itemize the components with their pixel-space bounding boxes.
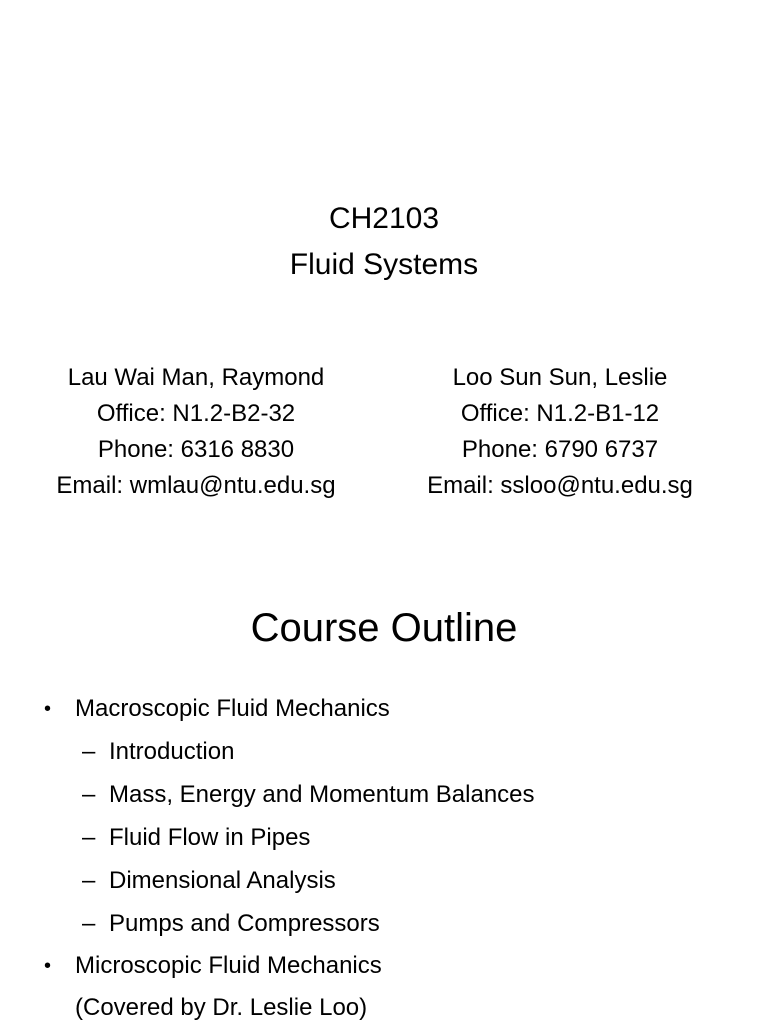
outline-subtopic bbox=[44, 902, 744, 945]
outline-subtopic bbox=[44, 773, 744, 816]
subtopic-label: Introduction bbox=[109, 738, 235, 765]
topic-label: Microscopic Fluid Mechanics bbox=[75, 952, 382, 979]
outline-subtopic bbox=[44, 816, 744, 859]
course-title: Fluid Systems bbox=[289, 248, 479, 281]
instructor-card bbox=[26, 360, 366, 504]
dash-icon: – bbox=[82, 824, 96, 851]
instructor-email: Email: ssloo@ntu.edu.sg bbox=[427, 472, 693, 499]
dash-icon: – bbox=[82, 781, 96, 808]
instructor-name: Loo Sun Sun, Leslie bbox=[452, 364, 668, 391]
instructor-email: Email: wmlau@ntu.edu.sg bbox=[56, 472, 336, 499]
section-heading: Course Outline bbox=[250, 606, 518, 650]
course-title-block bbox=[0, 196, 768, 288]
dash-icon: – bbox=[82, 867, 96, 894]
subtopic-label: Fluid Flow in Pipes bbox=[109, 824, 311, 851]
instructor-office: Office: N1.2-B1-12 bbox=[460, 400, 660, 427]
course-code: CH2103 bbox=[328, 202, 440, 235]
instructor-office: Office: N1.2-B2-32 bbox=[96, 400, 296, 427]
bullet-icon: • bbox=[44, 698, 52, 720]
subtopic-label: Pumps and Compressors bbox=[109, 910, 380, 937]
dash-icon: – bbox=[82, 738, 96, 765]
course-outline-list bbox=[44, 688, 744, 1029]
instructor-phone: Phone: 6316 8830 bbox=[97, 436, 295, 463]
instructor-name: Lau Wai Man, Raymond bbox=[67, 364, 325, 391]
outline-subtopic bbox=[44, 859, 744, 902]
outline-topic bbox=[44, 945, 744, 987]
subtopic-label: Dimensional Analysis bbox=[109, 867, 336, 894]
bullet-icon: • bbox=[44, 955, 52, 977]
subtopic-label: Mass, Energy and Momentum Balances bbox=[109, 781, 535, 808]
instructor-phone: Phone: 6790 6737 bbox=[461, 436, 659, 463]
instructor-card bbox=[390, 360, 730, 504]
outline-topic bbox=[44, 688, 744, 730]
dash-icon: – bbox=[82, 910, 96, 937]
topic-label: Macroscopic Fluid Mechanics bbox=[75, 695, 390, 722]
topic-note: (Covered by Dr. Leslie Loo) bbox=[75, 994, 368, 1021]
outline-subtopic bbox=[44, 730, 744, 773]
